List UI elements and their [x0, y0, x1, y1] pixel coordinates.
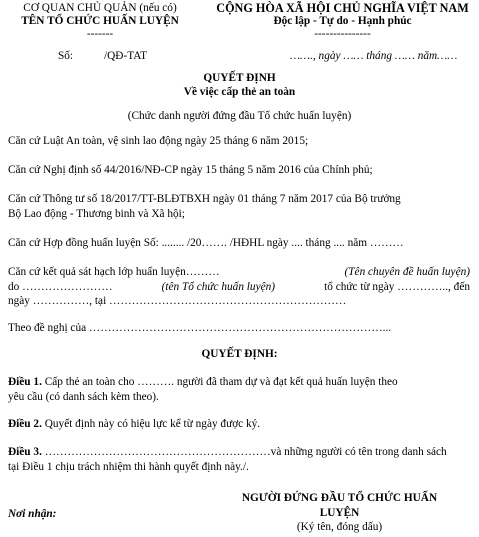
article-1-cont: yêu cầu (có danh sách kèm theo). [8, 391, 159, 403]
exam-text-2: do …………………… [8, 281, 113, 293]
decision-number-suffix: /QĐ-TAT [104, 50, 148, 62]
date-line: ……., ngày …… tháng …… năm…… [290, 50, 458, 62]
signer-title-cont: LUYỆN [319, 507, 360, 519]
decision-heading: QUYẾT ĐỊNH: [201, 348, 278, 360]
article-2-text: Quyết định này có hiệu lực kể từ ngày được ký. [44, 418, 261, 430]
exam-line-3: ngày ……………, tại ……………………………………………………… [8, 295, 347, 307]
org-name: TÊN TỔ CHỨC HUẤN LUYỆN [21, 15, 179, 27]
org-divider: ------- [86, 28, 114, 40]
article-3-label: Điều 3. [8, 446, 42, 458]
recipients-label: Nơi nhận: [8, 508, 57, 520]
proposal-line: Theo đề nghị của ……………………………………………………………………... [8, 322, 392, 334]
signer-title: NGƯỜI ĐỨNG ĐẦU TỔ CHỨC HUẤN [241, 492, 438, 504]
article-3-text: ……………………………………………………và những người có tên trong danh sách [44, 446, 447, 458]
org-parent: CƠ QUAN CHỦ QUẢN (nếu có) [23, 2, 177, 14]
document-subtitle: Về việc cấp thẻ an toàn [183, 86, 296, 98]
basis-law: Căn cứ Luật An toàn, vệ sinh lao động ngày 25 tháng 6 năm 2015; [8, 135, 309, 147]
article-2 [8, 418, 260, 430]
issuing-authority: (Chức danh người đứng đầu Tổ chức huấn luyện) [127, 110, 352, 122]
basis-circular: Căn cứ Thông tư số 18/2017/TT-BLĐTBXH ngày 01 tháng 7 năm 2017 của Bộ trưởng [8, 193, 401, 205]
topic-placeholder: (Tên chuyên đề huấn luyện) [344, 266, 470, 278]
exam-line-2 [8, 281, 470, 293]
motto-divider: --------------- [314, 28, 371, 40]
article-1-label: Điều 1. [8, 376, 42, 388]
article-1 [8, 376, 398, 388]
article-2-label: Điều 2. [8, 418, 42, 430]
org-placeholder: (tên Tổ chức huấn luyện) [161, 281, 276, 293]
article-3-cont: tại Điều 1 chịu trách nhiệm thi hành quyết định này./. [8, 461, 249, 473]
basis-contract: Căn cứ Hợp đồng huấn luyện Số: ........ /20……. /HĐHL ngày .... tháng .... năm ……… [8, 237, 404, 249]
exam-text-1: Căn cứ kết quả sát hạch lớp huấn luyện……… [8, 266, 220, 278]
basis-circular-cont: Bộ Lao động - Thương binh và Xã hội; [8, 208, 185, 220]
document-title: QUYẾT ĐỊNH [203, 72, 276, 84]
signature-note: (Ký tên, đóng dấu) [296, 521, 383, 533]
article-3 [8, 446, 447, 458]
article-1-text: Cấp thẻ an toàn cho ………. người đã tham dự và đạt kết quả huấn luyện theo [44, 376, 398, 388]
decision-number-label: Số: [58, 50, 74, 62]
nation-heading: CỘNG HÒA XÃ HỘI CHỦ NGHĨA VIỆT NAM [216, 1, 469, 15]
basis-decree: Căn cứ Nghị định số 44/2016/NĐ-CP ngày 15 tháng 5 năm 2016 của Chính phủ; [8, 164, 373, 176]
motto: Độc lập - Tự do - Hạnh phúc [273, 15, 412, 27]
exam-text-3: tổ chức từ ngày ………….., đến [324, 281, 470, 293]
exam-line-1 [8, 266, 470, 278]
